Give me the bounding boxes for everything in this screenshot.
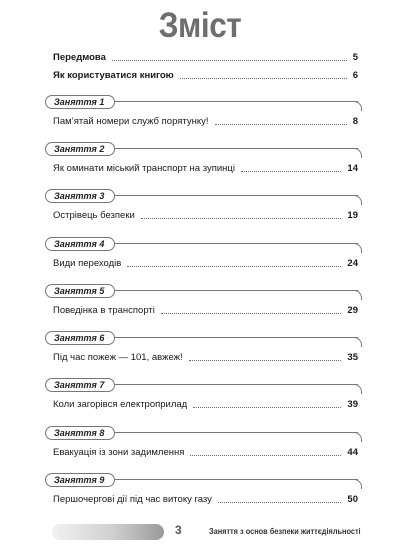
toc-entry-lesson-6[interactable]	[53, 350, 358, 364]
divider	[105, 148, 358, 149]
divider-corner	[354, 243, 362, 253]
toc-entry-text: Першочергові дії під час витоку газу	[53, 494, 212, 505]
divider-corner	[354, 337, 362, 347]
toc-page-number: 24	[347, 258, 358, 269]
lesson-header	[45, 378, 358, 393]
lesson-header	[45, 95, 358, 110]
dot-leader	[189, 360, 342, 361]
lesson-header	[45, 142, 358, 157]
toc-entry-text: Як користуватися книгою	[53, 70, 174, 81]
toc-entry-lesson-7[interactable]	[53, 397, 358, 411]
divider-corner	[354, 101, 362, 111]
toc-entry-how-to-use[interactable]	[53, 68, 358, 82]
divider-corner	[354, 479, 362, 489]
dot-leader	[218, 502, 342, 503]
lesson-header	[45, 426, 358, 441]
divider	[105, 195, 358, 196]
dot-leader	[215, 124, 347, 125]
divider-corner	[354, 384, 362, 394]
divider	[105, 290, 358, 291]
divider-corner	[354, 432, 362, 442]
lesson-label: Заняття 4	[45, 237, 115, 251]
lesson-label: Заняття 9	[45, 473, 115, 487]
lesson-header	[45, 237, 358, 252]
lesson-header	[45, 331, 358, 346]
dot-leader	[241, 171, 341, 172]
divider	[105, 384, 358, 385]
page-title: Зміст	[158, 6, 242, 45]
toc-page-number: 44	[347, 447, 358, 458]
footer-decoration-bar	[52, 524, 164, 540]
toc-page-number: 50	[347, 494, 358, 505]
dot-leader	[193, 407, 341, 408]
dot-leader	[161, 313, 342, 314]
lesson-label: Заняття 7	[45, 378, 115, 392]
divider-corner	[354, 195, 362, 205]
toc-entry-text: Поведінка в транспорті	[53, 305, 155, 316]
divider	[105, 243, 358, 244]
lesson-header	[45, 473, 358, 488]
toc-page-number: 8	[352, 116, 358, 127]
toc-entry-lesson-8[interactable]	[53, 445, 358, 459]
dot-leader	[127, 266, 341, 267]
toc-entry-text: Острівець безпеки	[53, 210, 135, 221]
toc-page-number: 39	[347, 399, 358, 410]
lesson-label: Заняття 8	[45, 426, 115, 440]
lesson-label: Заняття 2	[45, 142, 115, 156]
footer-page-number: 3	[175, 523, 182, 537]
footer-running-title: Заняття з основ безпеки життєдіяльності	[209, 527, 361, 536]
toc-entry-text: Пам’ятай номери служб порятунку!	[53, 116, 209, 127]
toc-entry-text: Як оминати міський транспорт на зупинці	[53, 163, 235, 174]
toc-entry-text: Передмова	[53, 52, 106, 63]
divider-corner	[354, 148, 362, 158]
toc-entry-lesson-3[interactable]	[53, 208, 358, 222]
toc-page-number: 5	[352, 52, 358, 63]
toc-page-number: 6	[352, 70, 358, 81]
toc-entry-lesson-5[interactable]	[53, 303, 358, 317]
toc-entry-lesson-1[interactable]	[53, 114, 358, 128]
divider	[105, 337, 358, 338]
toc-page-number: 19	[347, 210, 358, 221]
divider	[105, 101, 358, 102]
toc-page-number: 35	[347, 352, 358, 363]
toc-entry-lesson-2[interactable]	[53, 161, 358, 175]
lesson-header	[45, 284, 358, 299]
lesson-label: Заняття 3	[45, 189, 115, 203]
dot-leader	[180, 78, 347, 79]
dot-leader	[190, 455, 341, 456]
toc-entry-text: Види переходів	[53, 258, 122, 269]
divider	[105, 479, 358, 480]
dot-leader	[112, 60, 347, 61]
divider-corner	[354, 290, 362, 300]
lesson-header	[45, 189, 358, 204]
toc-entry-lesson-9[interactable]	[53, 492, 358, 506]
divider	[105, 432, 358, 433]
lesson-label: Заняття 1	[45, 95, 115, 109]
toc-entry-text: Евакуація із зони задимлення	[53, 447, 185, 458]
dot-leader	[141, 218, 342, 219]
toc-page-number: 29	[347, 305, 358, 316]
toc-entry-lesson-4[interactable]	[53, 256, 358, 270]
lesson-label: Заняття 6	[45, 331, 115, 345]
toc-entry-text: Під час пожеж — 101, авжеж!	[53, 352, 183, 363]
toc-entry-text: Коли загорівся електроприлад	[53, 399, 188, 410]
toc-page-number: 14	[347, 163, 358, 174]
lesson-label: Заняття 5	[45, 284, 115, 298]
toc-entry-foreword[interactable]	[53, 50, 358, 64]
